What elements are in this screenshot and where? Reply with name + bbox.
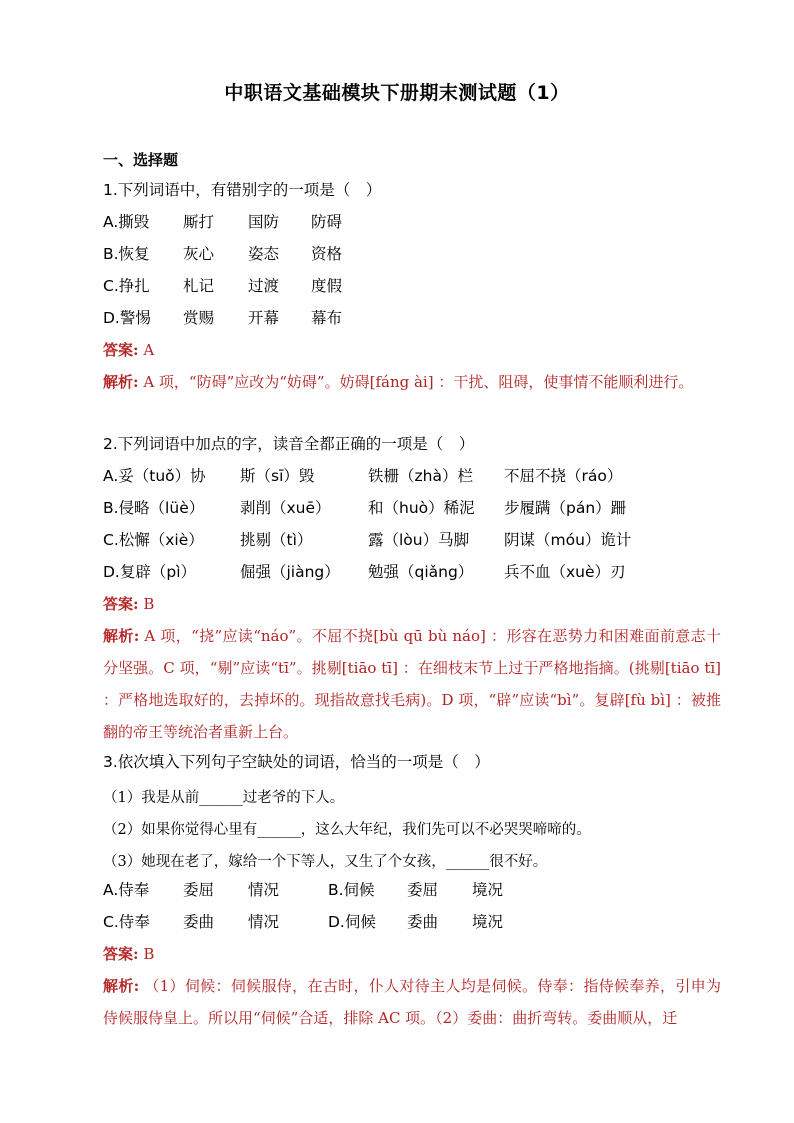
option-cell: 斯（sī）毁 (240, 467, 315, 485)
option-cell: 开幕 (248, 309, 280, 327)
fill-sentence-2: （2）如果你觉得心里有______，这么大年纪，我们先可以不必哭哭啼啼的。 (103, 822, 591, 838)
analysis-2 (103, 620, 721, 748)
option-cell: 倔强（jiàng） (240, 563, 340, 581)
option-cell: 委曲 (183, 913, 215, 931)
option-cell: 挑剔（tì） (240, 531, 313, 549)
answer-value: B (143, 945, 155, 963)
answer-value: B (143, 595, 155, 613)
question-3-stem: 3.依次填入下列句子空缺处的词语，恰当的一项是（ ） (103, 753, 490, 771)
option-cell: 剥削（xuē） (240, 499, 331, 517)
analysis-1 (103, 366, 721, 398)
option-cell: 不屈不挠（ráo） (504, 467, 623, 485)
option-cell: 度假 (311, 277, 343, 295)
option-cell: A.侍奉 (103, 881, 150, 899)
option-cell: 境况 (472, 913, 504, 931)
option-cell: 札记 (183, 277, 215, 295)
analysis-label: 解析: (103, 977, 140, 995)
option-cell: 姿态 (248, 245, 280, 263)
option-cell: 委曲 (407, 913, 439, 931)
question-1-stem: 1.下列词语中，有错别字的一项是（ ） (103, 181, 382, 199)
page-title: 中职语文基础模块下册期末测试题（1） (224, 82, 570, 104)
analysis-label: 解析: (103, 373, 139, 391)
option-cell: 铁栅（zhà）栏 (368, 467, 473, 485)
option-cell: C.挣扎 (103, 277, 150, 295)
option-cell: 阴谋（móu）诡计 (504, 531, 632, 549)
answer-1 (103, 340, 154, 360)
answer-label: 答案: (103, 945, 139, 963)
option-cell: 防碍 (311, 213, 343, 231)
option-cell: 兵不血（xuè）刃 (504, 563, 626, 581)
option-cell: 灰心 (183, 245, 215, 263)
option-cell: B.恢复 (103, 245, 150, 263)
option-cell: 境况 (472, 881, 504, 899)
analysis-3 (103, 970, 721, 1034)
option-cell: 委屈 (407, 881, 439, 899)
option-cell: B.伺候 (328, 881, 375, 899)
fill-sentence-3: （3）她现在老了，嫁给一个下等人，又生了个女孩，______很不好。 (103, 854, 548, 870)
option-cell: C.侍奉 (103, 913, 150, 931)
option-cell: B.侵略（lüè） (103, 499, 205, 517)
answer-label: 答案: (103, 341, 139, 359)
option-cell: 国防 (248, 213, 280, 231)
answer-3 (103, 944, 154, 964)
answer-2 (103, 594, 154, 614)
option-cell: D.警惕 (103, 309, 151, 327)
question-2-stem: 2.下列词语中加点的字，读音全都正确的一项是（ ） (103, 435, 475, 453)
fill-sentence-1: （1）我是从前______过老爷的下人。 (103, 790, 345, 806)
option-cell: 步履蹒（pán）跚 (504, 499, 627, 517)
option-cell: A.撕毁 (103, 213, 150, 231)
option-cell: 过渡 (248, 277, 280, 295)
option-cell: 情况 (248, 913, 280, 931)
option-cell: 勉强（qiǎng） (368, 563, 474, 581)
option-cell: D.伺候 (328, 913, 376, 931)
option-cell: 委屈 (183, 881, 215, 899)
answer-label: 答案: (103, 595, 139, 613)
analysis-text: A 项，“防碍”应改为“妨碍”。妨碍[fáng ài] ：干扰、阻碍，使事情不能顺利进行。 (143, 373, 694, 391)
option-cell: 和（huò）稀泥 (368, 499, 475, 517)
option-cell: 资格 (311, 245, 343, 263)
section-heading: 一、选择题 (103, 151, 179, 169)
option-cell: 厮打 (183, 213, 215, 231)
analysis-label: 解析: (103, 627, 140, 645)
option-cell: 情况 (248, 881, 280, 899)
option-cell: 赏赐 (183, 309, 215, 327)
option-cell: 幕布 (311, 309, 343, 327)
option-cell: D.复辟（pì） (103, 563, 197, 581)
option-cell: C.松懈（xiè） (103, 531, 204, 549)
option-cell: 露（lòu）马脚 (368, 531, 470, 549)
answer-value: A (143, 341, 155, 359)
option-cell: A.妥（tuǒ）协 (103, 467, 206, 485)
analysis-text: A 项，“挠”应读“náo”。不屈不挠[bù qū bù náo] ：形容在恶势力和困难面前意志十分坚强。C 项，“剔”应读“tī”。挑剔[tiāo tī] ：在细枝末节上过于严格地指摘。(挑剔[tiāo tī] ：严格地选取好的，去掉坏的。现指故意找毛病)。D 项，“辟”应读“bì”。复辟[fù bì] ：被推翻的帝王等统治者重新上台。 (103, 627, 721, 741)
analysis-text: （1）伺候：伺候服侍，在古时，仆人对待主人均是伺候。侍奉：指侍候奉养，引申为侍候服侍皇上。所以用“伺候”合适，排除 AC 项。（2）委曲：曲折弯转。委曲顺从，迁 (103, 977, 721, 1027)
